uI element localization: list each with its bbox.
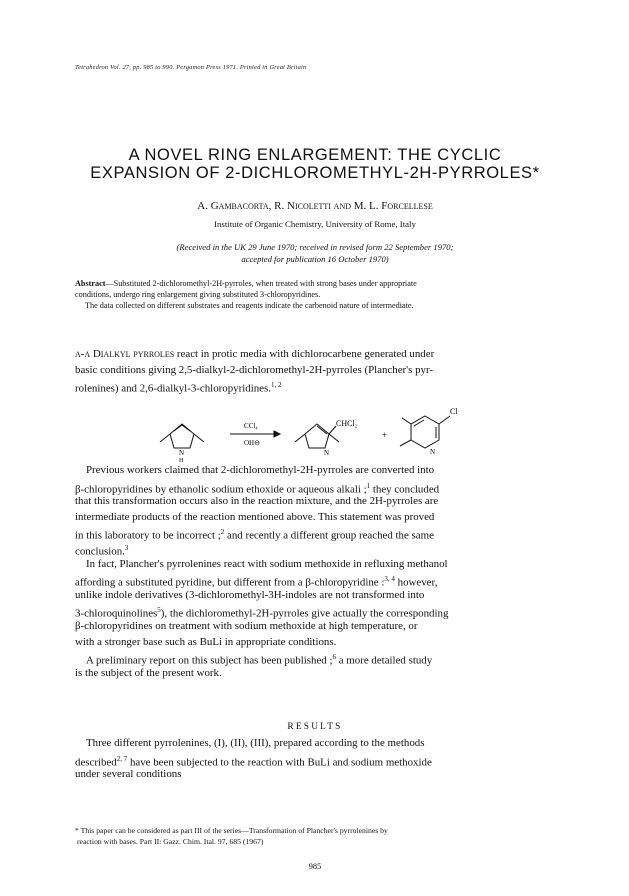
para1-line-6: conclusion.$^3$	[75, 543, 129, 558]
chloro-label: Cl	[450, 407, 458, 416]
reaction-arrow	[230, 431, 280, 437]
abstract-line-1: Abstract—Substituted 2-dichloromethyl-2H-pyrroles, when treated with strong bases under appropriate	[75, 279, 417, 288]
abstract-line-2: conditions, undergo ring enlargement giving substituted 3-chloropyridines.	[75, 290, 321, 299]
pyridine-n-label: N	[430, 448, 436, 456]
para1-line-2: β-chloropyridines by ethanolic sodium ethoxide or aqueous alkali ;$^1$ they concluded	[75, 481, 440, 496]
pyrrole-structure	[160, 424, 204, 448]
abstract-line-3: The data collected on different substrates and reagents indicate the carbenoid nature of intermediate.	[85, 301, 414, 310]
received-line-2: accepted for publication 16 October 1970)	[241, 254, 389, 264]
abstract	[75, 278, 555, 311]
section-heading-results: RESULTS	[287, 722, 343, 732]
para3-line-1: A preliminary report on this subject has been published ;$^6$ a more detailed study	[86, 653, 433, 667]
reaction-scheme	[140, 400, 540, 464]
affiliation: Institute of Organic Chemistry, University of Rome, Italy	[214, 219, 416, 229]
para1-line-5: in this laboratory to be incorrect ;$^2$ and recently a different group reached the same	[75, 528, 434, 542]
intro-line-1: α-α Dialkyl pyrroles react in protic media with dichlorocarbene generated under	[75, 348, 435, 360]
received-line-1: (Received in the UK 29 June 1970; received in revised form 22 September 1970;	[176, 242, 454, 252]
footnote	[75, 826, 559, 847]
para2-line-1: In fact, Plancher's pyrrolenines react with sodium methoxide in refluxing methanol	[86, 557, 448, 570]
para2-line-3: unlike indole derivatives (3-dichloromethyl-3H-indoles are not transformed into	[75, 588, 425, 601]
para2-line-5: β-chloropyridines on treatment with sodium methoxide at high temperature, or	[75, 619, 418, 632]
para3-line-2: is the subject of the present work.	[75, 666, 222, 679]
running-head: Tetrahedron Vol. 27, pp. 985 to 990. Pergamon Press 1971. Printed in Great Britain	[75, 64, 307, 71]
pyrrole-h-label: H	[179, 458, 184, 464]
reagent-bottom-label: OH⊖	[244, 439, 260, 447]
para2-line-2: affording a substituted pyridine, but different from a β-chloropyridine :$^{3, 4}$ however,	[75, 575, 438, 589]
pyrrolenine-structure	[295, 424, 339, 448]
para2-line-4: 3-chloroquinolines$^5$), the dichloromethyl-2H-pyrroles give actually the corresponding	[75, 606, 449, 620]
paragraph-results	[75, 736, 559, 783]
pyrrolenine-n-label: N	[324, 449, 330, 457]
dichloromethyl-label: CHCl₂	[336, 419, 358, 428]
footnote-line-2: reaction with bases. Part II: Gazz. Chim. Ital. 97, 685 (1967)	[77, 836, 264, 846]
para4-line-2: described$^{2, 7}$ have been subjected to the reaction with BuLi and sodium methoxide	[75, 754, 432, 769]
footnote-line-1: * This paper can be considered as part III of the series—Transformation of Plancher's pyrrolenines by	[75, 826, 388, 835]
intro-paragraph	[75, 347, 559, 394]
article-title-line-1: A NOVEL RING ENLARGEMENT: THE CYCLIC	[128, 146, 502, 164]
para1-line-4: intermediate products of the reaction mentioned above. This statement was proved	[75, 510, 435, 523]
page-number: 985	[308, 862, 322, 871]
received-dates	[40, 241, 590, 265]
paragraph-previous-workers	[75, 463, 559, 681]
reagent-top-label: CCl₄	[244, 422, 258, 430]
para4-line-3: under several conditions	[75, 768, 182, 781]
para2-line-6: with a stronger base such as BuLi in appropriate conditions.	[75, 635, 337, 648]
chloropyridine-structure	[400, 416, 450, 448]
para1-line-1: Previous workers claimed that 2-dichloromethyl-2H-pyrroles are converted into	[86, 464, 435, 476]
abstract-label: Abstract	[75, 279, 106, 288]
author-list: A. Gambacorta, R. Nicoletti and M. L. Forcellese	[197, 200, 433, 212]
article-title-line-2: EXPANSION OF 2-DICHLOROMETHYL-2H-PYRROLES*	[90, 164, 540, 182]
intro-line-3: rolenines) and 2,6-dialkyl-3-chloropyridines.$^{1, 2}$	[75, 381, 282, 395]
para4-line-1: Three different pyrrolenines, (I), (II), (III), prepared according to the methods	[86, 737, 425, 749]
para1-line-3: that this transformation occurs also in the reaction mixture, and the 2H-pyrroles are	[75, 495, 439, 508]
plus-sign: +	[382, 430, 388, 440]
pyrrole-n-label: N	[179, 449, 185, 457]
intro-line-2: basic conditions giving 2,5-dialkyl-2-dichloromethyl-2H-pyrroles (Plancher's pyr-	[75, 363, 434, 376]
